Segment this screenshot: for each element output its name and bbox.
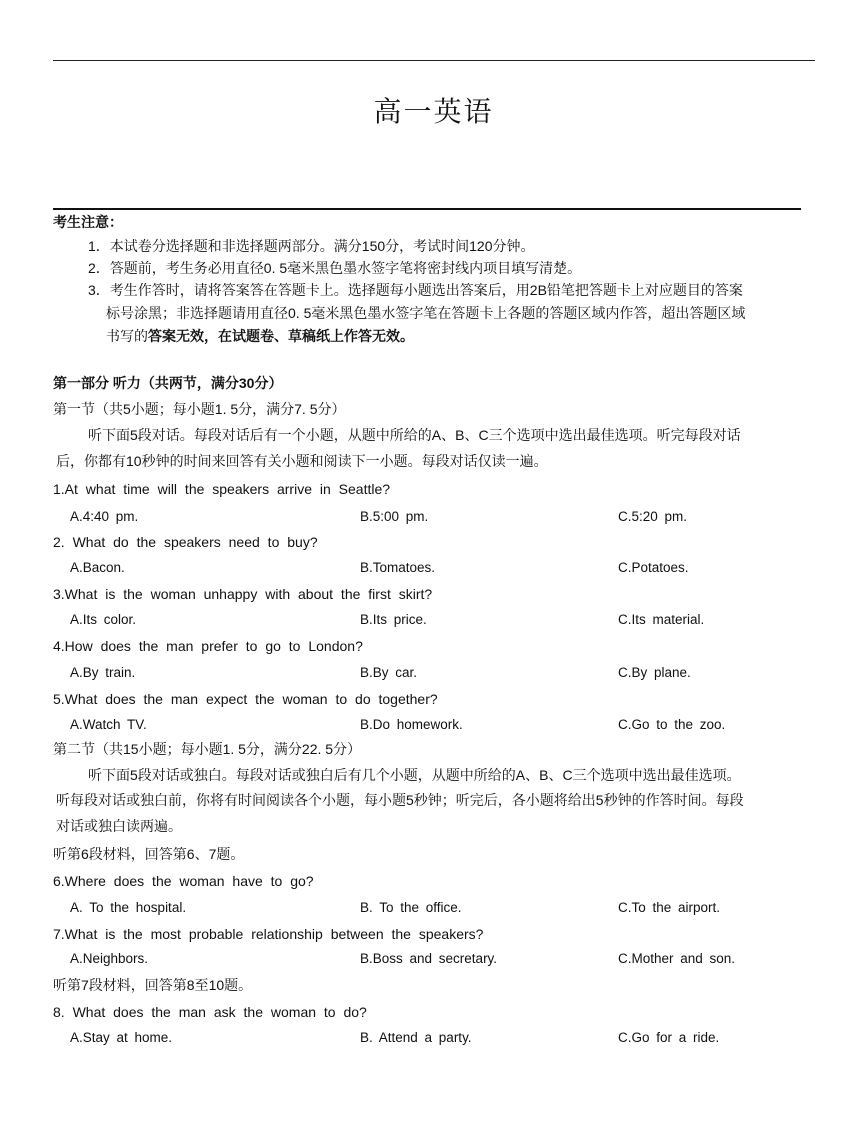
- question-1-stem: 1.At what time will the speakers arrive in Seattle?: [53, 481, 391, 497]
- question-2-stem: 2. What do the speakers need to buy?: [53, 534, 318, 550]
- question-5-stem: 5.What does the man expect the woman to do together?: [53, 691, 438, 707]
- question-6-option-a: A. To the hospital.: [70, 900, 187, 915]
- question-8-option-c: C.Go for a ride.: [618, 1030, 720, 1045]
- material-6-heading: 听第6段材料，回答第6、7题。: [53, 846, 245, 862]
- question-3-option-a: A.Its color.: [70, 612, 137, 627]
- notice-item-3-normal: 书写的: [106, 328, 148, 344]
- question-3-option-c: C.Its material.: [618, 612, 705, 627]
- notice-item-1: 1．本试卷分选择题和非选择题两部分。满分150分，考试时间120分钟。: [88, 238, 535, 254]
- page-title: 高一英语: [373, 95, 494, 128]
- material-7-heading: 听第7段材料，回答第8至10题。: [53, 977, 253, 993]
- question-5-option-a: A.Watch TV.: [70, 717, 147, 732]
- question-3-stem: 3.What is the woman unhappy with about the first skirt?: [53, 586, 433, 602]
- notice-heading: 考生注意：: [53, 214, 123, 230]
- section1-instruction-line1: 听下面5段对话。每段对话后有一个小题，从题中所给的A、B、C三个选项中选出最佳选项。听完每段对话: [88, 427, 741, 443]
- section2-instruction-line2: 听每段对话或独白前，你将有时间阅读各个小题，每小题5秒钟；听完后，各小题将给出5秒钟的作答时间。每段: [56, 792, 744, 808]
- question-2-option-a: A.Bacon.: [70, 560, 125, 575]
- question-7-option-c: C.Mother and son.: [618, 951, 736, 966]
- question-7-option-a: A.Neighbors.: [70, 951, 149, 966]
- section1-instruction-line2: 后，你都有10秒钟的时间来回答有关小题和阅读下一小题。每段对话仅读一遍。: [56, 453, 548, 469]
- question-5-option-b: B.Do homework.: [360, 717, 463, 732]
- question-6-option-c: C.To the airport.: [618, 900, 721, 915]
- question-4-option-c: C.By plane.: [618, 665, 691, 680]
- question-4-option-a: A.By train.: [70, 665, 136, 680]
- question-2-option-b: B.Tomatoes.: [360, 560, 436, 575]
- section2-instruction-line3: 对话或独白读两遍。: [56, 818, 182, 834]
- section1-heading: 第一节（共5小题；每小题1. 5分，满分7. 5分）: [53, 401, 346, 417]
- question-3-option-b: B.Its price.: [360, 612, 427, 627]
- notice-item-2: 2．答题前，考生务必用直径0. 5毫米黑色墨水签字笔将密封线内项目填写清楚。: [88, 260, 582, 276]
- notice-item-3-line3: [106, 328, 414, 344]
- header-rule: [53, 208, 801, 210]
- question-8-stem: 8. What does the man ask the woman to do?: [53, 1004, 367, 1020]
- question-8-option-a: A.Stay at home.: [70, 1030, 173, 1045]
- question-2-option-c: C.Potatoes.: [618, 560, 689, 575]
- question-6-option-b: B. To the office.: [360, 900, 462, 915]
- notice-item-3-line1: 3．考生作答时，请将答案答在答题卡上。选择题每小题选出答案后，用2B铅笔把答题卡上对应题目的答案: [88, 282, 743, 298]
- question-8-option-b: B. Attend a party.: [360, 1030, 472, 1045]
- notice-item-3-line2: 标号涂黑；非选择题请用直径0. 5毫米黑色墨水签字笔在答题卡上各题的答题区域内作答，超出答题区域: [106, 305, 746, 321]
- question-5-option-c: C.Go to the zoo.: [618, 717, 726, 732]
- part1-heading: 第一部分 听力（共两节，满分30分）: [53, 375, 283, 391]
- question-1-option-c: C.5:20 pm.: [618, 509, 688, 524]
- question-7-stem: 7.What is the most probable relationship between the speakers?: [53, 926, 484, 942]
- notice-item-3-bold: 答案无效，在试题卷、草稿纸上作答无效。: [148, 328, 414, 344]
- question-4-option-b: B.By car.: [360, 665, 418, 680]
- question-7-option-b: B.Boss and secretary.: [360, 951, 498, 966]
- question-4-stem: 4.How does the man prefer to go to London?: [53, 638, 363, 654]
- question-1-option-b: B.5:00 pm.: [360, 509, 429, 524]
- question-1-option-a: A.4:40 pm.: [70, 509, 139, 524]
- section2-instruction-line1: 听下面5段对话或独白。每段对话或独白后有几个小题，从题中所给的A、B、C三个选项中选出最佳选项。: [88, 767, 741, 783]
- question-6-stem: 6.Where does the woman have to go?: [53, 873, 314, 889]
- section2-heading: 第二节（共15小题；每小题1. 5分，满分22. 5分）: [53, 741, 362, 757]
- top-rule: [53, 60, 815, 61]
